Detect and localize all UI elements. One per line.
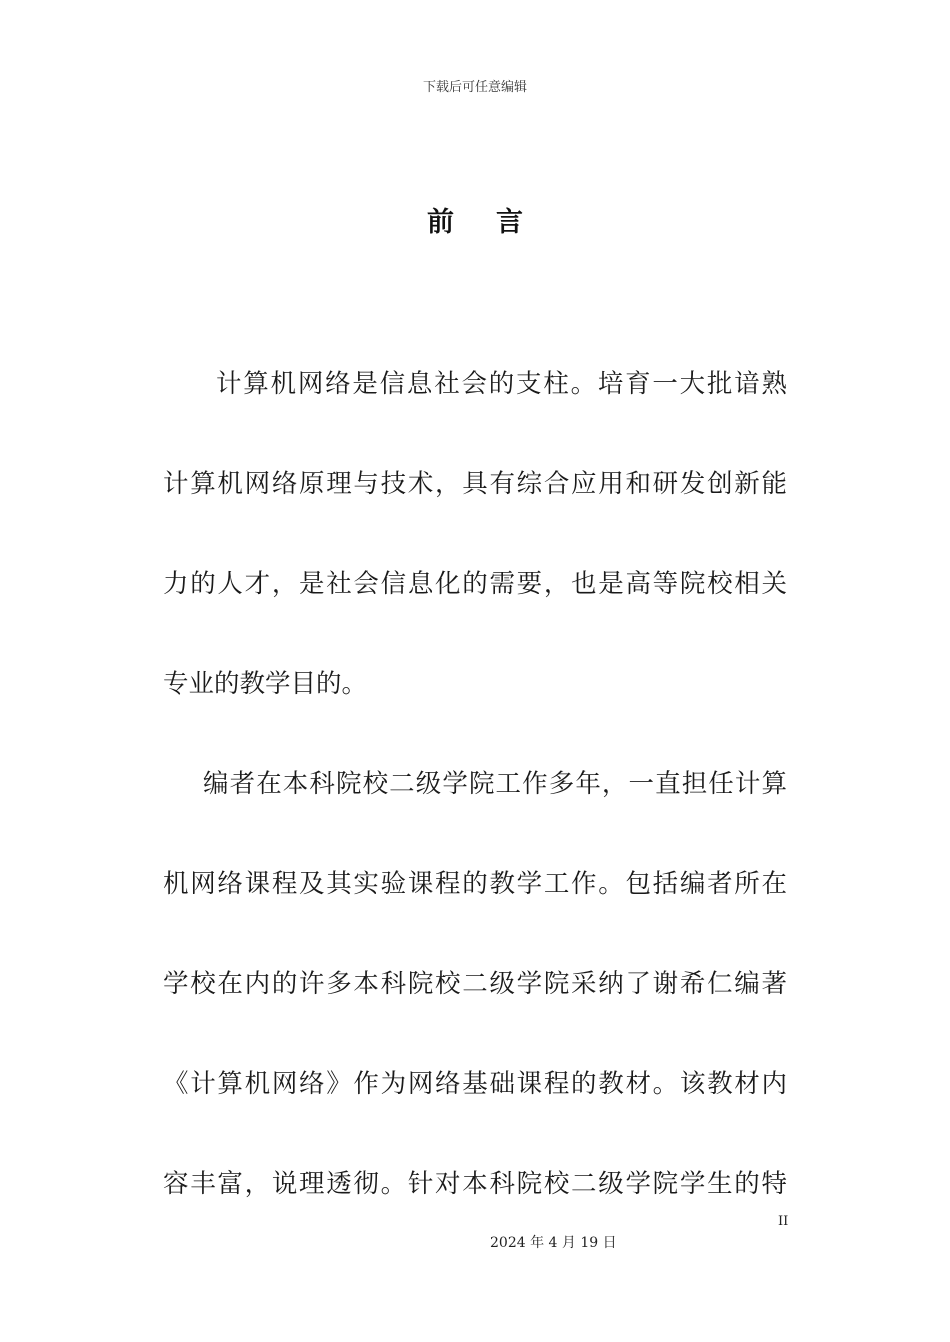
paragraph-line: 学校在内的许多本科院校二级学院采纳了谢希仁编著 bbox=[163, 969, 787, 999]
paragraph-line: 编者在本科院校二级学院工作多年，一直担任计算 bbox=[203, 769, 787, 799]
paragraph-line: 容丰富，说理透彻。针对本科院校二级学院学生的特 bbox=[163, 1169, 787, 1199]
page-number: II bbox=[778, 1214, 789, 1229]
paragraph-line: 专业的教学目的。 bbox=[163, 669, 368, 699]
header-note: 下载后可任意编辑 bbox=[422, 80, 527, 95]
body-text bbox=[163, 334, 787, 1234]
paragraph-line: 《计算机网络》作为网络基础课程的教材。该教材内 bbox=[163, 1069, 787, 1099]
paragraph-line: 计算机网络是信息社会的支柱。培育一大批谙熟 bbox=[216, 369, 787, 399]
paragraph-line: 力的人才，是社会信息化的需要，也是高等院校相关 bbox=[163, 569, 787, 599]
page-title bbox=[0, 200, 950, 239]
title-char-2: 言 bbox=[496, 207, 523, 238]
paragraph-line: 计算机网络原理与技术，具有综合应用和研发创新能 bbox=[163, 469, 787, 499]
paragraph-line: 机网络课程及其实验课程的教学工作。包括编者所在 bbox=[163, 869, 787, 899]
footer-date: 2024 年 4 月 19 日 bbox=[490, 1235, 617, 1251]
title-char-1: 前 bbox=[427, 207, 454, 238]
